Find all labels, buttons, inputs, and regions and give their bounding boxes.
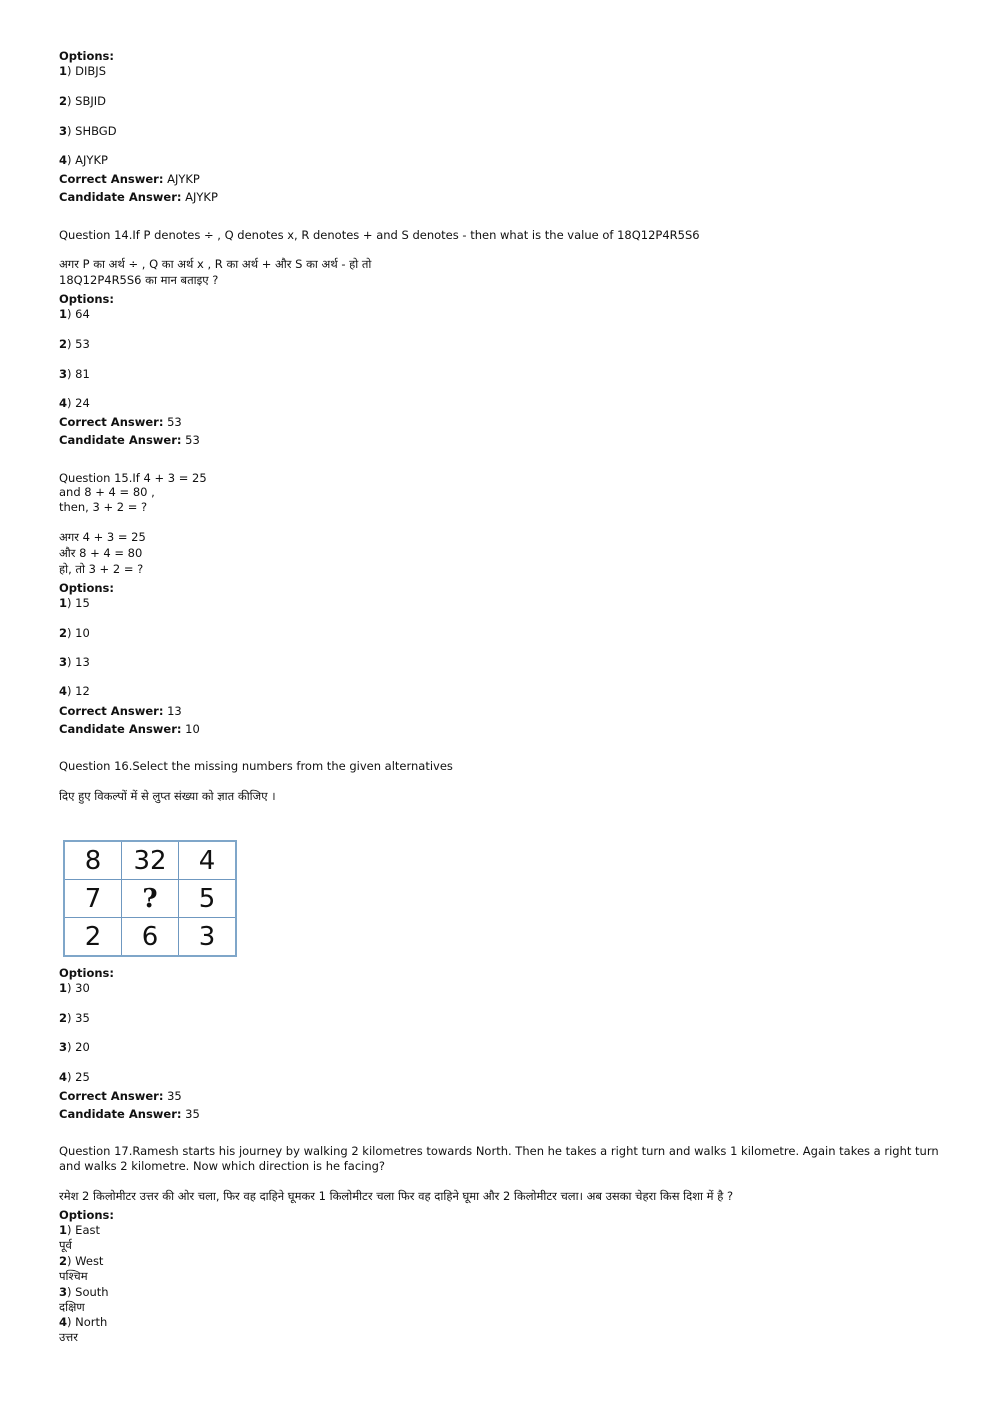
option-3-hindi: दक्षिण: [59, 1300, 85, 1314]
correct-answer: Correct Answer: 13: [59, 704, 182, 718]
question-16-text: Question 16.Select the missing numbers from the given alternatives: [59, 759, 453, 773]
grid-cell: 3: [179, 918, 237, 957]
option-3: 3) South: [59, 1285, 109, 1299]
question-15-hindi-3: हो, तो 3 + 2 = ?: [59, 562, 144, 576]
grid-cell: 8: [64, 841, 122, 880]
option-4: 4) 24: [59, 396, 90, 410]
question-15-line-3: then, 3 + 2 = ?: [59, 500, 148, 514]
number-grid: [63, 840, 237, 957]
option-4-hindi: उत्तर: [59, 1330, 78, 1344]
option-1: 1) 15: [59, 596, 90, 610]
option-2: 2) 10: [59, 626, 90, 640]
grid-cell: 7: [64, 880, 122, 918]
option-2: 2) 35: [59, 1011, 90, 1025]
grid-row: [64, 841, 236, 880]
option-4: 4) 25: [59, 1070, 90, 1084]
options-label: Options:: [59, 966, 114, 980]
question-14-text: Question 14.If P denotes ÷ , Q denotes x, R denotes + and S denotes - then what is the value of 18Q12P4R5S6: [59, 228, 700, 242]
question-15-line-1: Question 15.If 4 + 3 = 25: [59, 471, 207, 485]
question-17-hindi: रमेश 2 किलोमीटर उत्तर की ओर चला, फिर वह दाहिने घूमकर 1 किलोमीटर चला फिर वह दाहिने घूमा और 2 किलोमीटर चला। अब उसका चेहरा किस दिशा में है ?: [59, 1189, 734, 1203]
question-14-hindi-1: अगर P का अर्थ ÷ , Q का अर्थ x , R का अर्थ + और S का अर्थ - हो तो: [59, 257, 372, 271]
option-3: 3) 13: [59, 655, 90, 669]
option-2: 2) West: [59, 1254, 104, 1268]
question-15-hindi-2: और 8 + 4 = 80: [59, 546, 143, 560]
option-4: 4) 12: [59, 684, 90, 698]
correct-answer: Correct Answer: 35: [59, 1089, 182, 1103]
question-15-hindi-1: अगर 4 + 3 = 25: [59, 530, 146, 544]
options-label: Options:: [59, 1208, 114, 1222]
option-3: 3) 20: [59, 1040, 90, 1054]
grid-row: [64, 880, 236, 918]
grid-row: [64, 918, 236, 957]
candidate-answer: Candidate Answer: AJYKP: [59, 190, 218, 204]
question-14-hindi-2: 18Q12P4R5S6 का मान बताइए ?: [59, 273, 219, 287]
correct-answer: Correct Answer: AJYKP: [59, 172, 200, 186]
option-2: 2) SBJID: [59, 94, 106, 108]
question-17-text: Question 17.Ramesh starts his journey by walking 2 kilometres towards North. Then he takes a right turn and walks 1 kilometre. Again takes a right turn and walks 2 kilometre. Now which direction is he facing?: [59, 1144, 939, 1173]
candidate-answer: Candidate Answer: 10: [59, 722, 200, 736]
candidate-answer: Candidate Answer: 53: [59, 433, 200, 447]
option-1-hindi: पूर्व: [59, 1238, 72, 1252]
grid-cell-missing: ?: [122, 880, 179, 918]
options-label: Options:: [59, 49, 114, 63]
option-1: 1) 64: [59, 307, 90, 321]
option-4: 4) AJYKP: [59, 153, 108, 167]
candidate-answer: Candidate Answer: 35: [59, 1107, 200, 1121]
options-label: Options:: [59, 581, 114, 595]
grid-cell: 4: [179, 841, 237, 880]
grid-cell: 2: [64, 918, 122, 957]
question-16-hindi: दिए हुए विकल्पों में से लुप्त संख्या को ज्ञात कीजिए ।: [59, 789, 276, 803]
option-4: 4) North: [59, 1315, 108, 1329]
option-2: 2) 53: [59, 337, 90, 351]
option-1: 1) 30: [59, 981, 90, 995]
option-1: 1) DIBJS: [59, 64, 106, 78]
option-3: 3) 81: [59, 367, 90, 381]
grid-cell: 32: [122, 841, 179, 880]
question-15-line-2: and 8 + 4 = 80 ,: [59, 485, 155, 499]
correct-answer: Correct Answer: 53: [59, 415, 182, 429]
grid-cell: 6: [122, 918, 179, 957]
grid-cell: 5: [179, 880, 237, 918]
option-3: 3) SHBGD: [59, 124, 117, 138]
option-1: 1) East: [59, 1223, 100, 1237]
option-2-hindi: पश्चिम: [59, 1269, 88, 1283]
options-label: Options:: [59, 292, 114, 306]
